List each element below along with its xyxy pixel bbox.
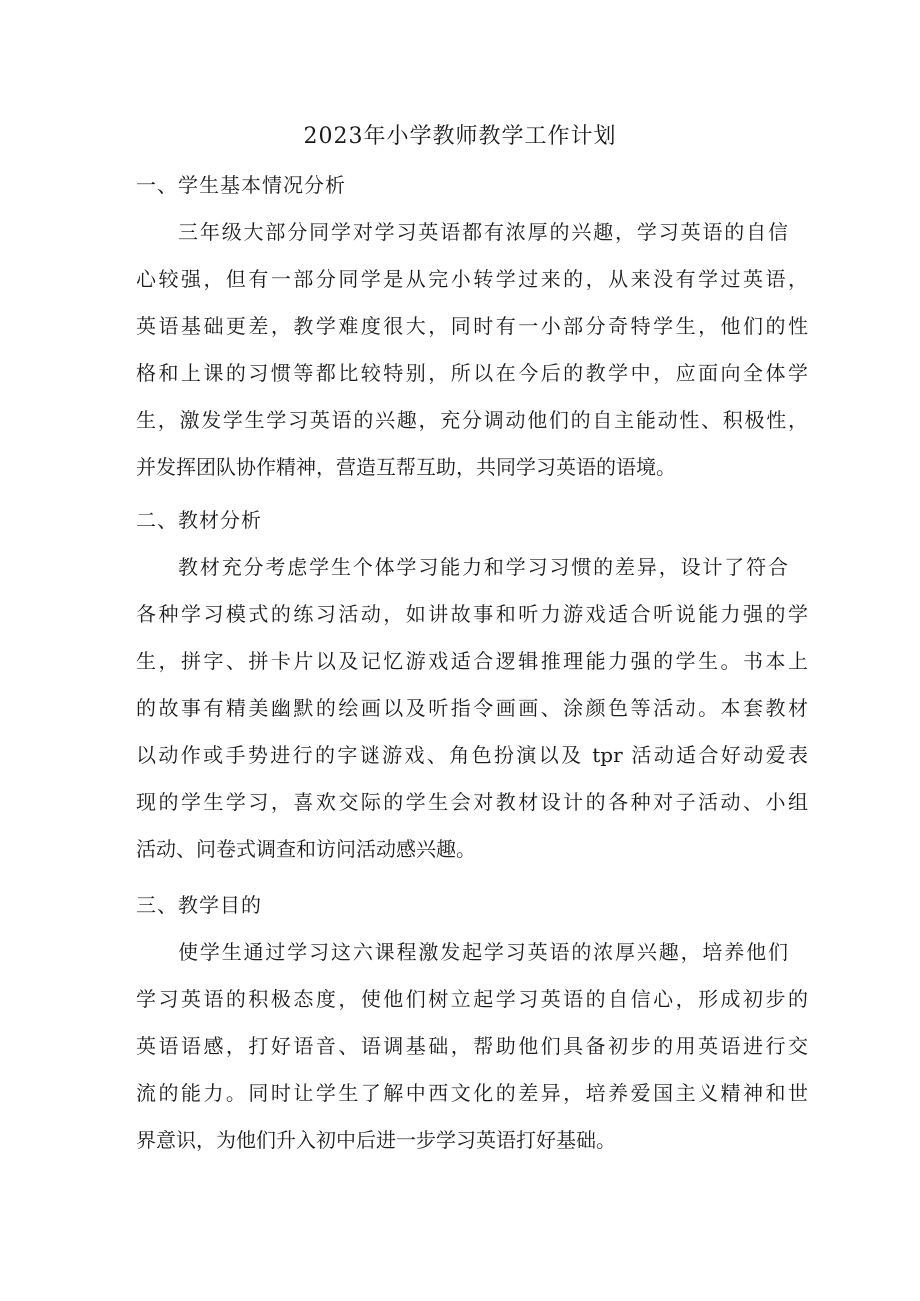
paragraph-line: 活动、问卷式调查和访问活动感兴趣。	[136, 837, 476, 861]
paragraph-line: 界意识，为他们升入初中后进一步学习英语打好基础。	[136, 1128, 616, 1152]
paragraph-line: 格和上课的习惯等都比较特别，所以在今后的教学中，应面向全体学	[136, 361, 808, 385]
paragraph-line: 学习英语的积极态度，使他们树立起学习英语的自信心，形成初步的	[136, 987, 808, 1011]
section-heading-3: 三、教学目的	[136, 893, 262, 917]
section-heading-2: 二、教材分析	[136, 508, 262, 532]
paragraph-line: 并发挥团队协作精神，营造互帮互助，共同学习英语的语境。	[136, 455, 676, 479]
paragraph-line: 心较强，但有一部分同学是从完小转学过来的，从来没有学过英语，	[136, 267, 808, 291]
paragraph-line: 生，拼字、拼卡片以及记忆游戏适合逻辑推理能力强的学生。书本上	[136, 649, 808, 673]
paragraph-line: 教材充分考虑学生个体学习能力和学习习惯的差异，设计了符合	[178, 555, 788, 579]
paragraph-line: 各种学习模式的练习活动，如讲故事和听力游戏适合听说能力强的学	[136, 602, 808, 626]
paragraph-line: 现的学生学习，喜欢交际的学生会对教材设计的各种对子活动、小组	[136, 790, 808, 814]
document-title: 2023年小学教师教学工作计划	[303, 124, 617, 149]
section-heading-1: 一、学生基本情况分析	[136, 173, 346, 197]
paragraph-line: 三年级大部分同学对学习英语都有浓厚的兴趣，学习英语的自信	[178, 220, 788, 244]
paragraph-line: 英语语感，打好语音、语调基础，帮助他们具备初步的用英语进行交	[136, 1034, 808, 1058]
paragraph-line: 以动作或手势进行的字谜游戏、角色扮演以及 tpr 活动适合好动爱表	[136, 743, 808, 767]
paragraph-line: 的故事有精美幽默的绘画以及听指令画画、涂颜色等活动。本套教材	[136, 696, 808, 720]
paragraph-line: 生，激发学生学习英语的兴趣，充分调动他们的自主能动性、积极性，	[136, 408, 808, 432]
paragraph-line: 英语基础更差，教学难度很大，同时有一小部分奇特学生，他们的性	[136, 314, 808, 338]
paragraph-line: 流的能力。同时让学生了解中西文化的差异，培养爱国主义精神和世	[136, 1081, 808, 1105]
paragraph-line: 使学生通过学习这六课程激发起学习英语的浓厚兴趣，培养他们	[178, 940, 788, 964]
